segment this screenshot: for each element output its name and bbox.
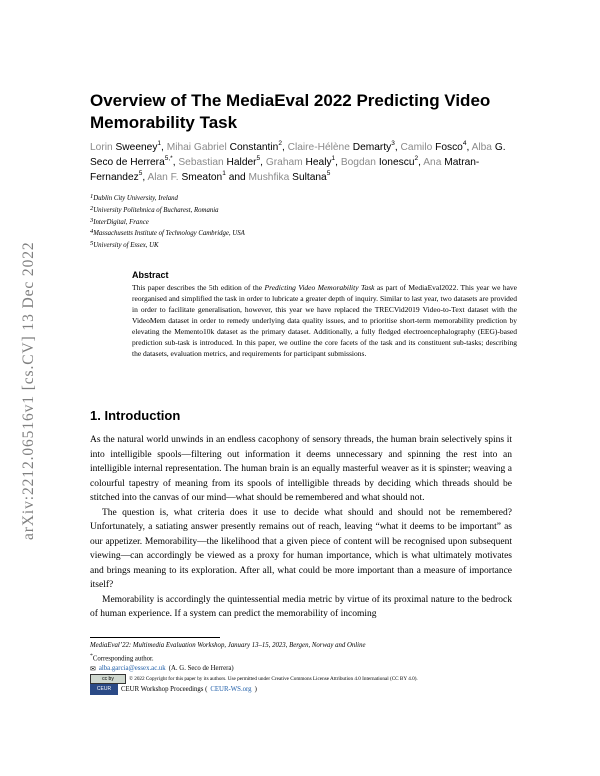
author-name: Ana Matran-Fernandez$^5$ xyxy=(90,157,480,183)
author-name: Mushfika Sultana$^5$ xyxy=(248,170,331,183)
arxiv-stamp: arXiv:2212.06516v1 [cs.CV] 13 Dec 2022 xyxy=(20,241,37,540)
cc-license-badge: cc by xyxy=(90,674,126,684)
email-row: ✉ alba.garcia@essex.ac.uk (A. G. Seco de Herrera) xyxy=(90,665,234,674)
affiliation: $^5$University of Essex, UK xyxy=(90,240,159,250)
footnote-rule xyxy=(90,637,220,638)
affiliation: $^3$InterDigital, France xyxy=(90,216,149,226)
author-name: Mihai Gabriel Constantin$^2$ xyxy=(166,140,282,153)
venue-note: MediaEval’22: Multimedia Evaluation Workshop, January 13–15, 2023, Bergen, Norway and Online xyxy=(90,642,366,649)
author-name: Sebastian Halder$^5$ xyxy=(178,155,261,168)
affiliations xyxy=(90,193,530,252)
affiliation: $^1$Dublin City University, Ireland xyxy=(90,193,178,202)
footer xyxy=(90,637,510,695)
paragraph: The question is, what criteria does it use to decide what should and should not be remembered? Unfortunately, a satiating answer presently remains out of reach, leaving “what it deems to be important” as our appetizer. Memorability—the likelihood that a given piece of content will be recognised upon subsequent viewing—can accordingly be viewed as a proxy for human importance, which is what ultimately motivates and brings meaning to its exploration. After all, what could be more important than a measure of importance itself? xyxy=(90,507,512,590)
envelope-icon: ✉ xyxy=(90,665,96,674)
author-name: Claire-Hélène Demarty$^3$ xyxy=(287,140,395,153)
abstract xyxy=(132,270,517,359)
paper-title: Overview of The MediaEval 2022 Predicting Video Memorability Task xyxy=(90,91,491,132)
email-link[interactable]: alba.garcia@essex.ac.uk xyxy=(98,665,166,673)
affiliation: $^4$Massachusetts Institute of Technology Cambridge, USA xyxy=(90,228,245,238)
ceur-row: CEUR CEUR Workshop Proceedings ( CEUR-WS.org ) xyxy=(90,684,510,695)
author-name: Lorin Sweeney$^1$ xyxy=(90,140,162,153)
abstract-heading: Abstract xyxy=(132,270,169,280)
affiliation: $^2$University Politehnica of Bucharest, Romania xyxy=(90,204,219,214)
author-and: and xyxy=(228,172,246,183)
author-name: Camilo Fosco$^4$ xyxy=(400,140,467,153)
section-heading: 1. Introduction xyxy=(90,408,181,423)
abstract-text: This paper describes the 5th edition of the Predicting Video Memorability Task as part of MediaEval2022. This year we have reorganised and simplified the task in order to lubricate a greater depth of inquiry. Similar to last year, two datasets are provided in order to facilitate generalisation, however, this year we have replaced the TRECVid2019 Video-to-Text dataset with the VideoMem dataset in order to remedy underlying data quality issues, and to prioritise short-term memorability prediction by elevating the Memento10k dataset as the primary dataset. Additionally, a fully fledged electroencephalography (EEG)-based prediction sub-task is introduced. In this paper, we outline the core facets of the task and its constituent sub-tasks; describing the datasets, evaluation metrics, and requirements for participant submissions. xyxy=(132,283,518,358)
author-name: Alba G. Seco de Herrera$^{5,*}$ xyxy=(90,142,506,168)
ceur-logo: CEUR xyxy=(90,684,118,695)
author-name: Graham Healy$^1$ xyxy=(265,155,336,168)
corresponding-note: *Corresponding author. xyxy=(90,653,154,663)
body-text xyxy=(90,433,512,622)
paragraph: As the natural world unwinds in an endless cacophony of sensory threads, the human brain selectively spins it into intelligible spools—filtering out information it deems unnecessary and spinning the rest into an intelligible internal representation. The human brain is an equally masterful weaver as it is spinster; weaving a colourful tapestry of meaning from its spools of intelligible threads by deciding which threads should be stitched into the canvas of our mind—what should be remembered and what should not. xyxy=(90,435,512,503)
author-name: Bogdan Ionescu$^2$ xyxy=(340,155,419,168)
ceur-link[interactable]: CEUR-WS.org xyxy=(210,685,252,693)
license-row xyxy=(90,674,510,684)
paragraph: Memorability is accordingly the quintessential media metric by virtue of its proximal nature to the bedrock of human experience. If a system can predict the memorability of incoming xyxy=(90,594,512,619)
author-list: Lorin Sweeney$^1$, Mihai Gabriel Constantin$^2$, Claire-Hélène Demarty$^3$, Camilo Fosco$^4$, Alba G. Seco de Herrera$^{5,*}$, Sebastian Halder$^5$, Graham Healy$^1$, Bogdan Ionescu$^2$, Ana Matran-Fernandez$^5$, Alan F. Smeaton$^1$ and Mushfika Sultana$^5$ xyxy=(90,140,506,183)
author-name: Alan F. Smeaton$^1$ xyxy=(147,170,226,183)
copyright-note: © 2022 Copyright for this paper by its authors. Use permitted under Creative Commons License Attribution 4.0 International (CC BY 4.0). xyxy=(129,676,418,683)
